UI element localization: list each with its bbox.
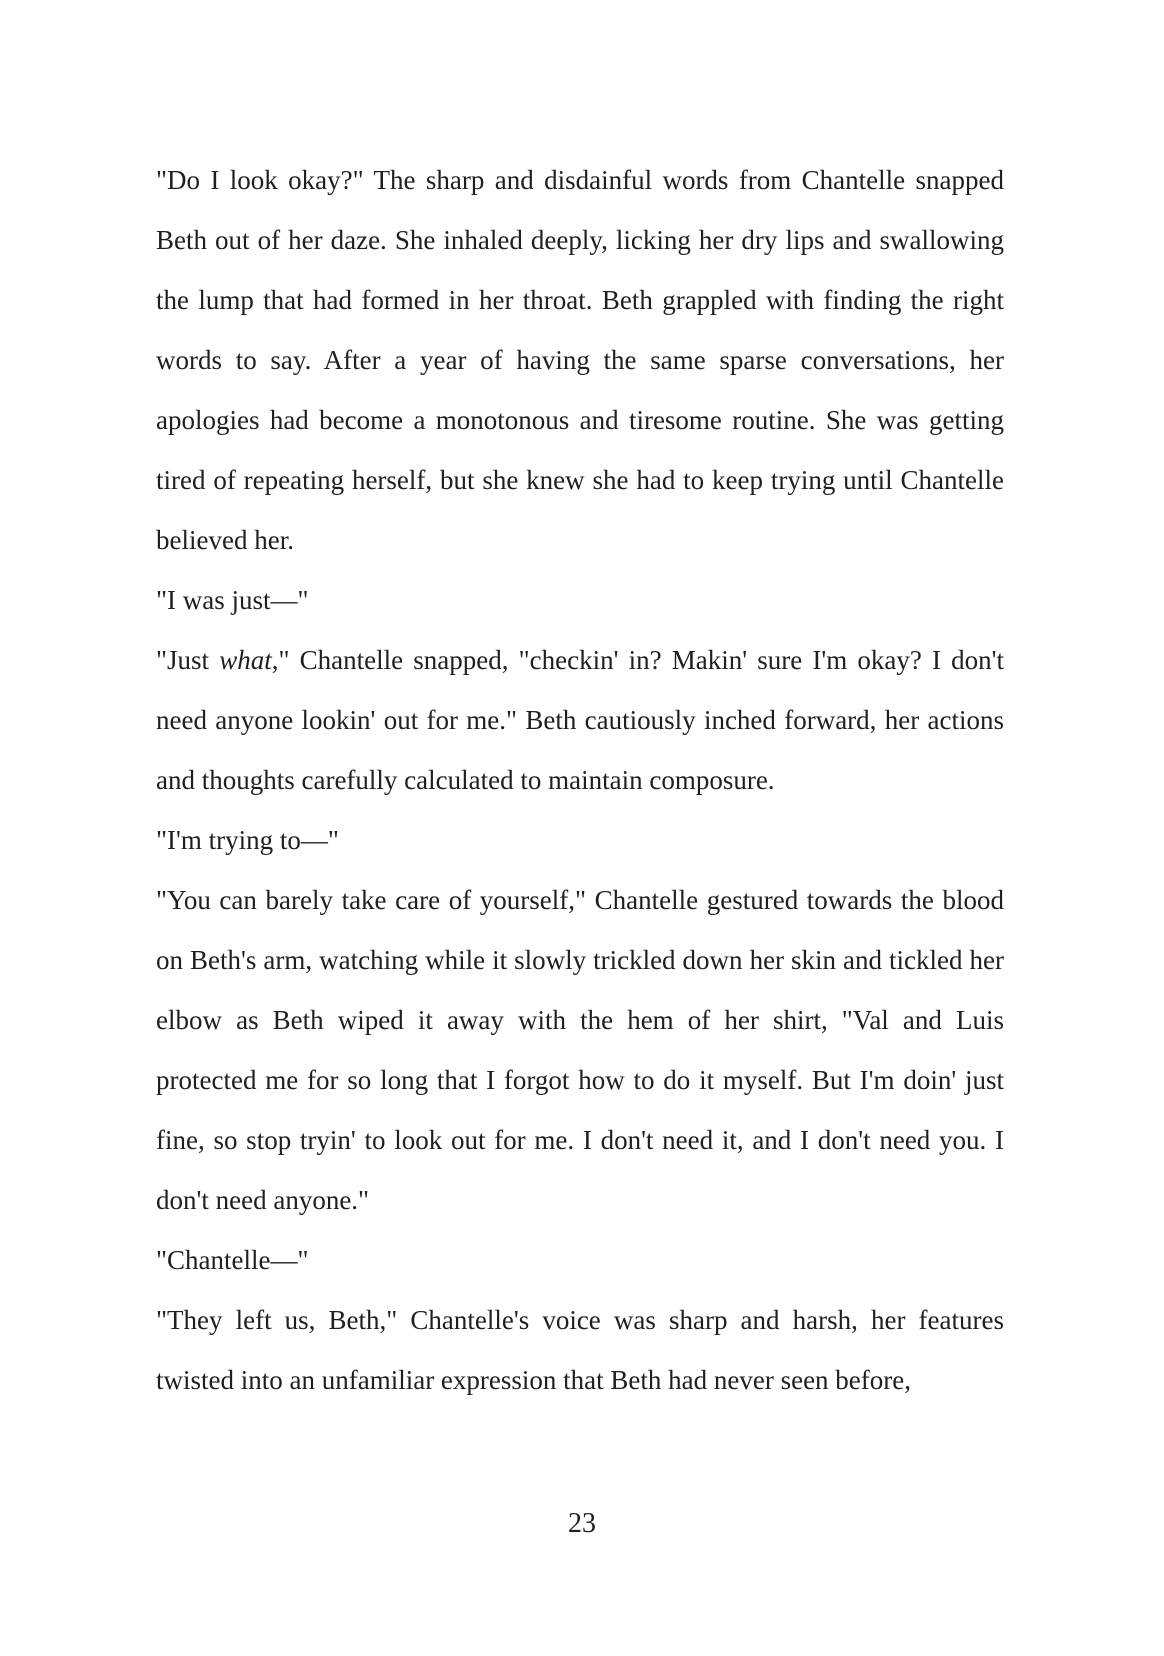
paragraph-3-before: "Just [156,645,220,675]
paragraph-5: "You can barely take care of yourself," Chantelle gestured towards the blood on Beth's arm, watching while it slowly trickled down her skin and tickled her elbow as Beth wiped it away with the hem of her shirt, "Val and Luis protected me for so long that I forgot how to do it myself. But I'm doin' just fine, so stop tryin' to look out for me. I don't need it, and I don't need you. I don't need anyone." [156,885,1004,1215]
body-text [156,150,1004,1410]
paragraph-3-emphasis: what [219,645,272,675]
paragraph-3-after: ," Chantelle snapped, "checkin' in? Makin' sure I'm okay? I don't need anyone lookin' out for me." Beth cautiously inched forward, her actions and thoughts carefully calculated to maintain composure. [156,645,1004,795]
paragraph-7: "They left us, Beth," Chantelle's voice was sharp and harsh, her features twisted into an unfamiliar expression that Beth had never seen before, [156,1305,1004,1395]
paragraph-6: "Chantelle—" [156,1245,309,1275]
paragraph-4: "I'm trying to—" [156,825,339,855]
paragraph-3 [156,630,1004,810]
page-number: 23 [568,1508,596,1539]
paragraph-2: "I was just—" [156,585,309,615]
paragraph-1: "Do I look okay?" The sharp and disdainful words from Chantelle snapped Beth out of her daze. She inhaled deeply, licking her dry lips and swallowing the lump that had formed in her throat. Beth grappled with finding the right words to say. After a year of having the same sparse conversations, her apologies had become a monotonous and tiresome routine. She was getting tired of repeating herself, but she knew she had to keep trying until Chantelle believed her. [156,165,1004,555]
